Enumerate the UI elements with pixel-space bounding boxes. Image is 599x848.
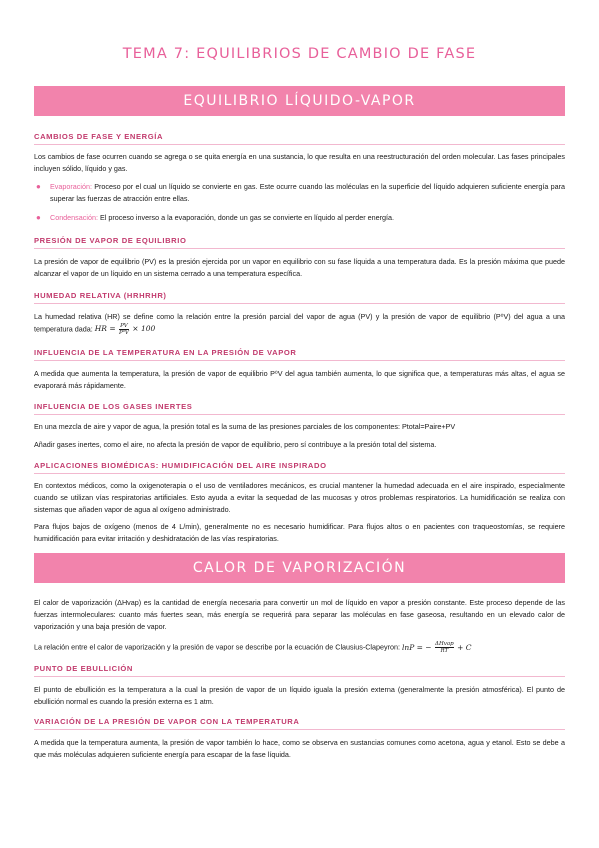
humedad-paragraph <box>34 311 565 336</box>
aplicaciones-paragraph-1: En contextos médicos, como la oxigenoterapia o el uso de ventiladores mecánicos, es crucial mantener la humedad adecuada en el aire inspirado, especialmente cuando se utilizan vías respiratorias artificiales. Esto ayuda a evitar la sequedad de las mucosas y otros problemas respiratorios. La humidificación se realiza con sistemas que añaden vapor de agua al oxígeno administrado. <box>34 481 565 514</box>
humedad-text: La humedad relativa (HR) se define como la relación entre la presión parcial del vapor de agua (PV) y la presión de vapor de equilibrio (P⁰V) del agua a una temperatura dada: <box>34 312 565 334</box>
heading-influencia-temperatura: INFLUENCIA DE LA TEMPERATURA EN LA PRESIÓN DE VAPOR <box>34 348 565 361</box>
heading-humedad-relativa: HUMEDAD RELATIVA (HRHRHR) <box>34 291 565 304</box>
formula-cc-lhs: lnP = − <box>401 642 432 652</box>
formula-cc-numerator: ΔHvap <box>435 641 454 647</box>
bullet-evaporacion <box>34 181 565 205</box>
formula-hr-rhs: × 100 <box>132 324 156 334</box>
formula-hr-denominator: P⁰V <box>119 329 129 336</box>
gases-paragraph-2: Añadir gases inertes, como el aire, no afecta la presión de vapor de equilibrio, pero sí contribuye a la presión total del sistema. <box>34 440 437 449</box>
formula-clausius-clapeyron <box>402 643 472 652</box>
formula-cc-fraction <box>435 641 454 654</box>
calor-text: La relación entre el calor de vaporización y la presión de vapor se describe por la ecuación de Clausius-Clapeyron: <box>34 642 400 652</box>
bullet-text-condensacion: El proceso inverso a la evaporación, donde un gas se convierte en líquido al perder energía. <box>97 213 395 222</box>
formula-hr-numerator: PV <box>120 322 128 329</box>
heading-cambios-de-fase: CAMBIOS DE FASE Y ENERGÍA <box>34 132 565 145</box>
page-title: TEMA 7: EQUILIBRIOS DE CAMBIO DE FASE <box>122 46 477 62</box>
bullet-dot-icon: ● <box>36 213 41 222</box>
cambios-paragraph: Los cambios de fase ocurren cuando se agrega o se quita energía en una sustancia, lo que resulta en una reestructuración del orden molecular. Las fases principales incluyen sólido, líquido y gas. <box>34 152 565 173</box>
aplicaciones-paragraph-2: Para flujos bajos de oxígeno (menos de 4 L/min), generalmente no es necesario humidificar. Para flujos altos o en pacientes con traqueostomías, se requiere humidificación para evitar irritación y deshidratación de las vías respiratorias. <box>34 522 565 543</box>
term-condensacion: Condensación: <box>50 213 98 222</box>
heading-punto-ebullicion: PUNTO DE EBULLICIÓN <box>34 664 565 677</box>
calor-paragraph-1: El calor de vaporización (ΔHvap) es la cantidad de energía necesaria para convertir un mol de líquido en vapor a presión constante. Este proceso depende de las fuerzas intermoleculares: cuanto más fuertes sean, más energía se requerirá para separar las moléculas en fase gaseosa, resultando en un elevado calor de vaporización y una baja presión de vapor. <box>34 598 565 631</box>
bullet-text-evaporacion: Proceso por el cual un líquido se convierte en gas. Este ocurre cuando las moléculas en la superficie del líquido adquieren suficiente energía para superar las fuerzas de atracción entre ellas. <box>50 182 565 203</box>
section-banner-calor-vaporizacion: CALOR DE VAPORIZACIÓN <box>34 553 565 583</box>
formula-hr-lhs: HR = <box>94 324 116 334</box>
gases-paragraph-1: En una mezcla de aire y vapor de agua, la presión total es la suma de las presiones parciales de los componentes: Ptotal=Paire+PV <box>34 422 456 431</box>
formula-cc-rhs: + C <box>457 642 472 652</box>
formula-cc-denominator: RT <box>440 648 449 654</box>
section-banner-liquido-vapor: EQUILIBRIO LÍQUIDO-VAPOR <box>34 86 565 116</box>
calor-paragraph-2 <box>34 641 565 654</box>
formula-hr <box>94 322 156 336</box>
formula-hr-fraction <box>119 323 129 336</box>
heading-variacion-presion: VARIACIÓN DE LA PRESIÓN DE VAPOR CON LA TEMPERATURA <box>34 717 565 730</box>
temperatura-paragraph: A medida que aumenta la temperatura, la presión de vapor de equilibrio P⁰V del agua también aumenta, lo que significa que, a temperaturas más altas, el agua se evaporará más rápidamente. <box>34 369 565 390</box>
heading-aplicaciones-biomedicas: APLICACIONES BIOMÉDICAS: HUMIDIFICACIÓN DEL AIRE INSPIRADO <box>34 461 565 474</box>
term-evaporacion: Evaporación: <box>50 182 92 191</box>
heading-presion-vapor: PRESIÓN DE VAPOR DE EQUILIBRIO <box>34 236 565 249</box>
bullet-dot-icon: ● <box>36 182 41 191</box>
heading-gases-inertes: INFLUENCIA DE LOS GASES INERTES <box>34 402 565 415</box>
bullet-condensacion <box>34 212 565 224</box>
presion-paragraph: La presión de vapor de equilibrio (PV) es la presión ejercida por un vapor en equilibrio con su fase líquida a una temperatura dada. Es la presión máxima que puede alcanzar el vapor de un líquido en un sistema cerrado a una temperatura específica. <box>34 257 565 278</box>
ebullicion-paragraph: El punto de ebullición es la temperatura a la cual la presión de vapor de un líquido iguala la presión externa (generalmente la presión atmosférica). El punto de ebullición normal es cuando la presión externa es 1 atm. <box>34 685 565 706</box>
variacion-paragraph: A medida que la temperatura aumenta, la presión de vapor también lo hace, como se observa en sustancias comunes como acetona, agua y etanol. Esto se debe a que más moléculas adquieren suficiente energía para escapar de la fase líquida. <box>34 738 565 759</box>
